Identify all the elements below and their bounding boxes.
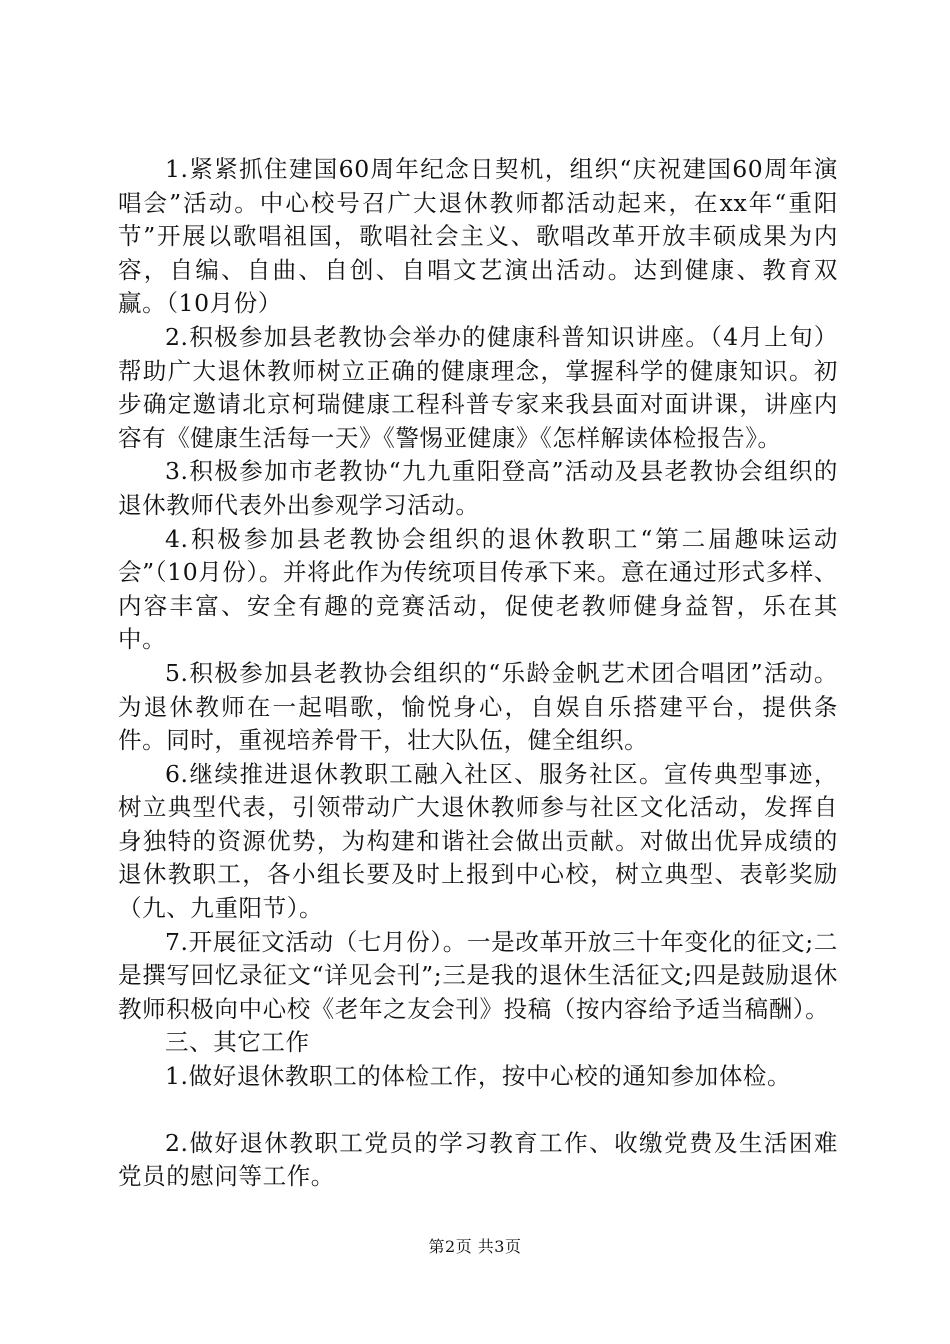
paragraph-item-1: 1.紧紧抓住建国60周年纪念日契机，组织“庆祝建国60周年演唱会”活动。中心校号召广大退休教师都活动起来，在xx年“重阳节”开展以歌唱祖国，歌唱社会主义、歌唱改革开放丰硕成果为内容，自编、自曲、自创、自唱文艺演出活动。达到健康、教育双赢。（10月份） bbox=[118, 155, 838, 318]
page-number-footer: 第2页 共3页 bbox=[428, 1237, 522, 1256]
paragraph-item-5: 5.积极参加县老教协会组织的“乐龄金帆艺术团合唱团”活动。为退休教师在一起唱歌，愉悦身心，自娱自乐搭建平台，提供条件。同时，重视培养骨干，壮大队伍，健全组织。 bbox=[118, 658, 838, 755]
paragraph-item-3: 3.积极参加市老教协“九九重阳登高”活动及县老教协会组织的退休教师代表外出参观学习活动。 bbox=[118, 457, 838, 519]
section-heading-other-work: 三、其它工作 bbox=[165, 1028, 310, 1057]
other-work-item-2: 2.做好退休教职工党员的学习教育工作、收缴党费及生活困难党员的慰问等工作。 bbox=[118, 1128, 838, 1191]
paragraph-item-7: 7.开展征文活动（七月份）。一是改革开放三十年变化的征文;二是撰写回忆录征文“详见会刊”;三是我的退休生活征文;四是鼓励退休教师积极向中心校《老年之友会刊》投稿（按内容给予适当稿酬）。 bbox=[118, 927, 838, 1023]
paragraph-item-4: 4.积极参加县老教协会组织的退休教职工“第二届趣味运动会”（10月份）。并将此作为传统项目传承下来。意在通过形式多样、内容丰富、安全有趣的竞赛活动，促使老教师健身益智，乐在其中。 bbox=[118, 524, 838, 654]
paragraph-item-2: 2.积极参加县老教协会举办的健康科普知识讲座。（4月上旬）帮助广大退休教师树立正确的健康理念，掌握科学的健康知识。初步确定邀请北京柯瑞健康工程科普专家来我县面对面讲课，讲座内容有《健康生活每一天》《警惕亚健康》《怎样解读体检报告》。 bbox=[118, 322, 838, 452]
document-body bbox=[118, 153, 838, 1194]
other-work-item-1: 1.做好退休教职工的体检工作，按中心校的通知参加体检。 bbox=[165, 1062, 792, 1091]
paragraph-item-6: 6.继续推进退休教职工融入社区、服务社区。宣传典型事迹，树立典型代表，引领带动广大退休教师参与社区文化活动，发挥自身独特的资源优势，为构建和谐社会做出贡献。对做出优异成绩的退休教职工，各小组长要及时上报到中心校，树立典型、表彰奖励（九、九重阳节）。 bbox=[118, 759, 838, 923]
